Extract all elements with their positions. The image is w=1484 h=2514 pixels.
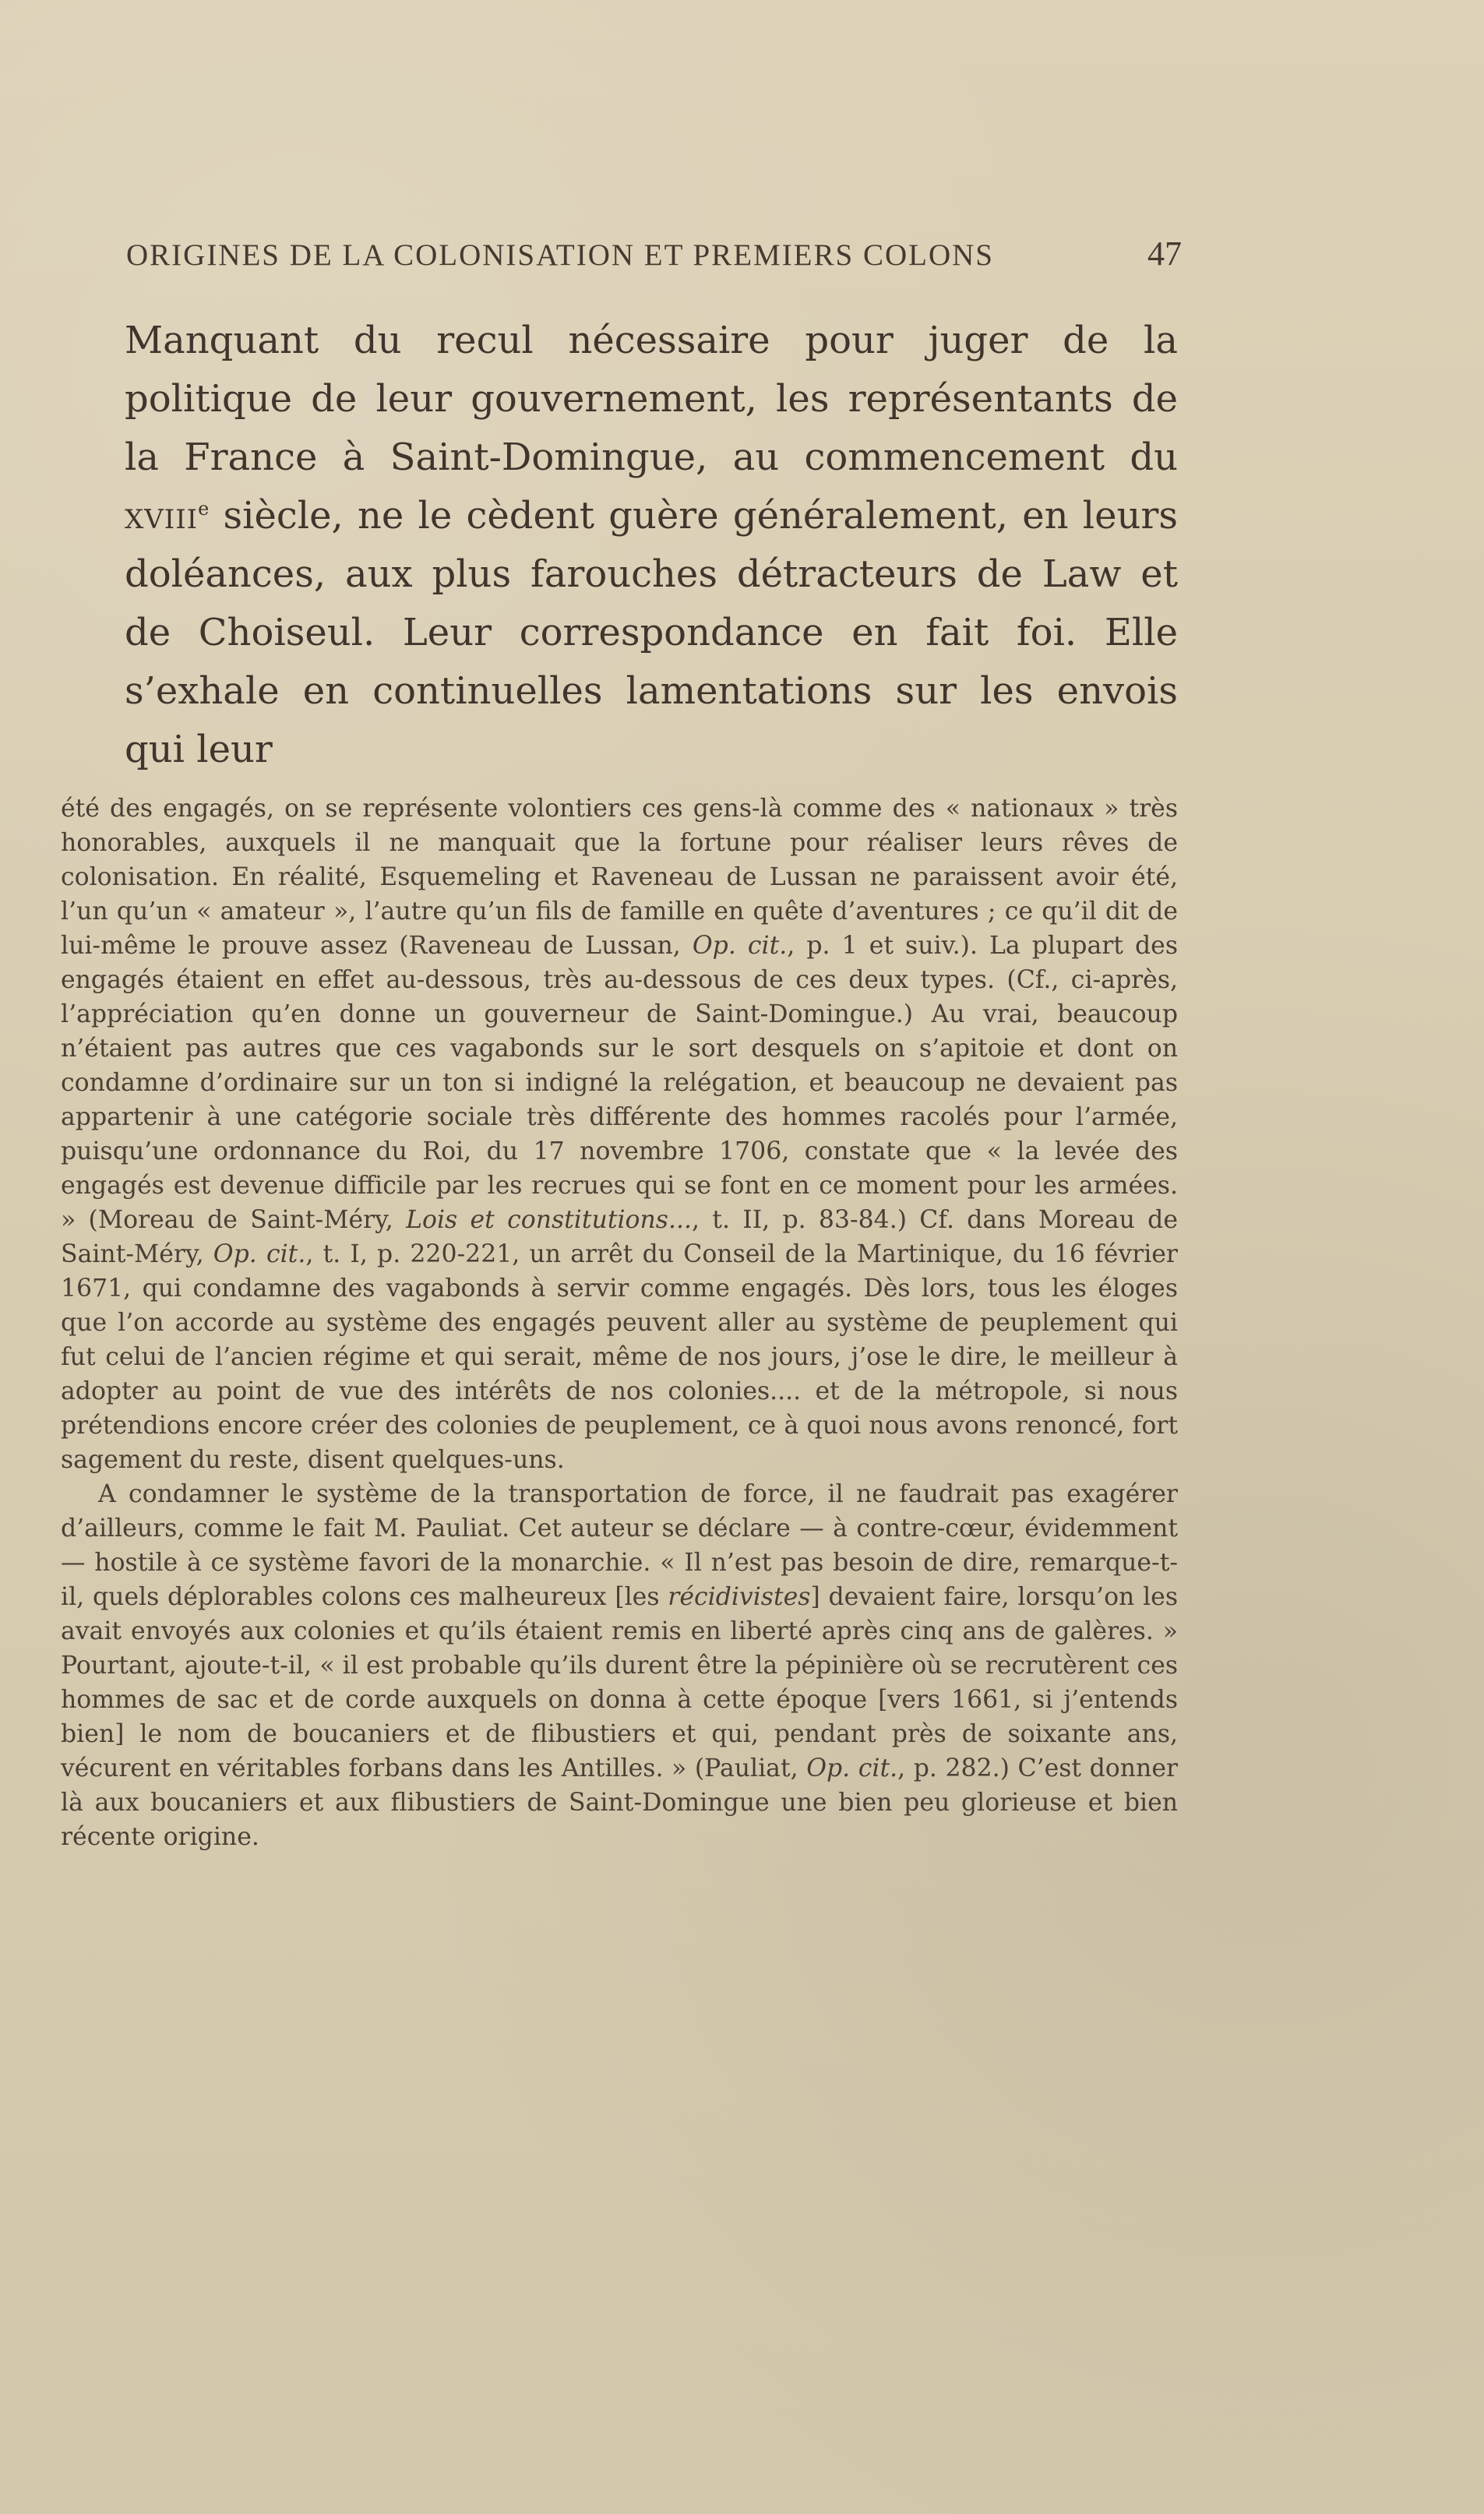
footnote-paragraph-2 (61, 1477, 1178, 1854)
running-title: ORIGINES DE LA COLONISATION ET PREMIERS COLONS (126, 238, 994, 272)
italic-term: récidivistes (668, 1583, 811, 1611)
footnote-text: , p. 282.) C’est donner là aux boucaniers et aux flibustiers de Saint-Domingue une bien peu glorieuse et bien récente origine. (61, 1754, 1179, 1851)
main-text-part-2: siècle, ne le cèdent guère généralement, en leurs doléances, aux plus farouches détracteurs de Law et de Choiseul. Leur correspondance en fait foi. Elle s’exhale en continuelles lamentations sur les envois qui leur (125, 494, 1178, 771)
page-number: 47 (1147, 234, 1182, 273)
citation-title: Op. cit. (692, 932, 788, 960)
citation-title: Op. cit. (806, 1754, 898, 1782)
citation-title: Op. cit. (213, 1240, 306, 1268)
century-superscript: e (198, 498, 210, 520)
footnote-text: , t. I, p. 220-221, un arrêt du Conseil de la Martinique, du 16 février 1671, qui condamne des vagabonds à servir comme engagés. Dès lors, tous les éloges que l’on accorde au système des engagés peuvent aller au système de peuplement qui fut celui de l’ancien régime et qui serait, même de nos jours, j’ose le dire, le meilleur à adopter au point de vue des intérêts de nos colonies.... et de la métropole, si nous prétendions encore créer des colonies de peuplement, ce à quoi nous avons renoncé, fort sagement du reste, disent quelques-uns. (61, 1240, 1178, 1474)
footnote-paragraph-1 (61, 792, 1178, 1477)
main-text-part-1: Manquant du recul nécessaire pour juger de la politique de leur gouvernement, les représentants de la France à Saint-Domingue, au commencement du (125, 319, 1178, 479)
century-roman-numeral: xviii (125, 494, 199, 538)
footnote-text: , p. 1 et suiv.). La plupart des engagés étaient en effet au-dessous, très au-dessous de ces deux types. (Cf., ci-après, l’appréciation qu’en donne un gouverneur de Saint-Domingue.) Au vrai, beaucoup n’étaient pas autres que ces vagabonds sur le sort desquels on s’apitoie et dont on condamne d’ordinaire sur un ton si indigné la relégation, et beaucoup ne devaient pas appartenir à une catégorie sociale très différente des hommes racolés pour l’armée, puisqu’une ordonnance du Roi, du 17 novembre 1706, constate que « la levée des engagés est devenue difficile par les recrues qui se font en ce moment pour les armées. » (Moreau de Saint-Méry, (61, 932, 1178, 1234)
footnote-text: ] devaient faire, lorsqu’on les avait envoyés aux colonies et qu’ils étaient remis en liberté après cinq ans de galères. » Pourtant, ajoute-t-il, « il est probable qu’ils durent être la pépinière où se recrutèrent ces hommes de sac et de corde auxquels on donna à cette époque [vers 1661, si j’entends bien] le nom de boucaniers et de flibustiers et qui, pendant près de soixante ans, vécurent en véritables forbans dans les Antilles. » (Pauliat, (61, 1583, 1178, 1782)
citation-title: Lois et constitutions... (406, 1206, 693, 1234)
footnote-text: été des engagés, on se représente volontiers ces gens-là comme des « nationaux » très honorables, auxquels il ne manquait que la fortune pour réaliser leurs rêves de colonisation. En réalité, Esquemeling et Raveneau de Lussan ne paraissent avoir été, l’un qu’un « amateur », l’autre qu’un fils de famille en quête d’aventures ; ce qu’il dit de lui-même le prouve assez (Raveneau de Lussan, (61, 795, 1178, 960)
running-header (126, 234, 1182, 280)
footnote-text: A condamner le système de la transportation de force, il ne faudrait pas exagérer d’ailleurs, comme le fait M. Pauliat. Cet auteur se déclare — à contre-cœur, évidemment — hostile à ce système favori de la monarchie. « Il n’est pas besoin de dire, remarque-t-il, quels déplorables colons ces malheureux [les (61, 1480, 1178, 1611)
main-text-paragraph (125, 312, 1178, 779)
footnote-block (61, 792, 1178, 1854)
footnote-text: , t. II, p. 83-84.) Cf. dans Moreau de Saint-Méry, (61, 1206, 1178, 1268)
